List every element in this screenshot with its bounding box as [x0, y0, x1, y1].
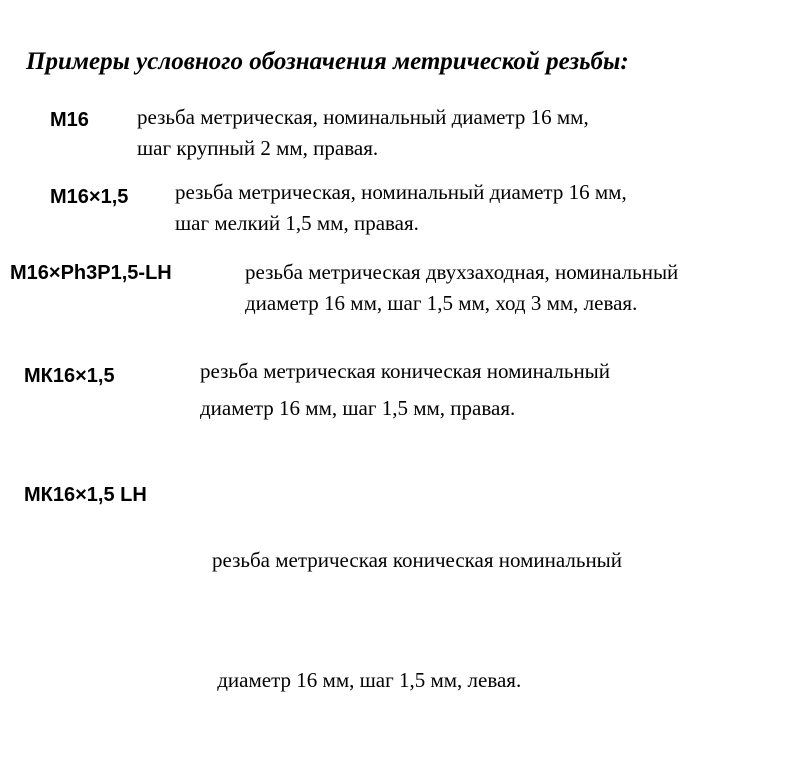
- thread-code-m16xph3p1-5-lh: М16×Ph3P1,5-LH: [10, 262, 172, 284]
- description-line: диаметр 16 мм, шаг 1,5 мм, ход 3 мм, левая.: [245, 291, 638, 315]
- description-line: шаг мелкий 1,5 мм, правая.: [175, 211, 419, 235]
- thread-code-mk16x1-5: МК16×1,5: [24, 365, 115, 387]
- description-line: резьба метрическая коническая номинальный: [200, 359, 611, 383]
- description-line: диаметр 16 мм, шаг 1,5 мм, правая.: [200, 396, 516, 420]
- thread-description-mk16x1-5-lh: [212, 460, 622, 780]
- thread-description-m16x1-5: [175, 177, 627, 239]
- thread-description-m16xph3p1-5-lh: [245, 257, 678, 319]
- description-line: резьба метрическая, номинальный диаметр 16 мм,: [137, 105, 589, 129]
- description-line: резьба метрическая коническая номинальный: [212, 548, 623, 572]
- description-line: шаг крупный 2 мм, правая.: [137, 136, 379, 160]
- thread-code-mk16x1-5-lh: МК16×1,5 LH: [24, 484, 147, 506]
- slide-title: Примеры условного обозначения метрической резьбы:: [26, 48, 629, 75]
- description-line: резьба метрическая двухзаходная, номинальный: [245, 260, 679, 284]
- thread-description-mk16x1-5: [200, 353, 610, 427]
- description-line: резьба метрическая, номинальный диаметр 16 мм,: [175, 180, 627, 204]
- thread-code-m16x1-5: М16×1,5: [50, 186, 129, 208]
- description-line: диаметр 16 мм, шаг 1,5 мм, левая.: [212, 668, 522, 692]
- thread-description-m16: [137, 102, 589, 164]
- thread-code-m16: М16: [50, 109, 89, 131]
